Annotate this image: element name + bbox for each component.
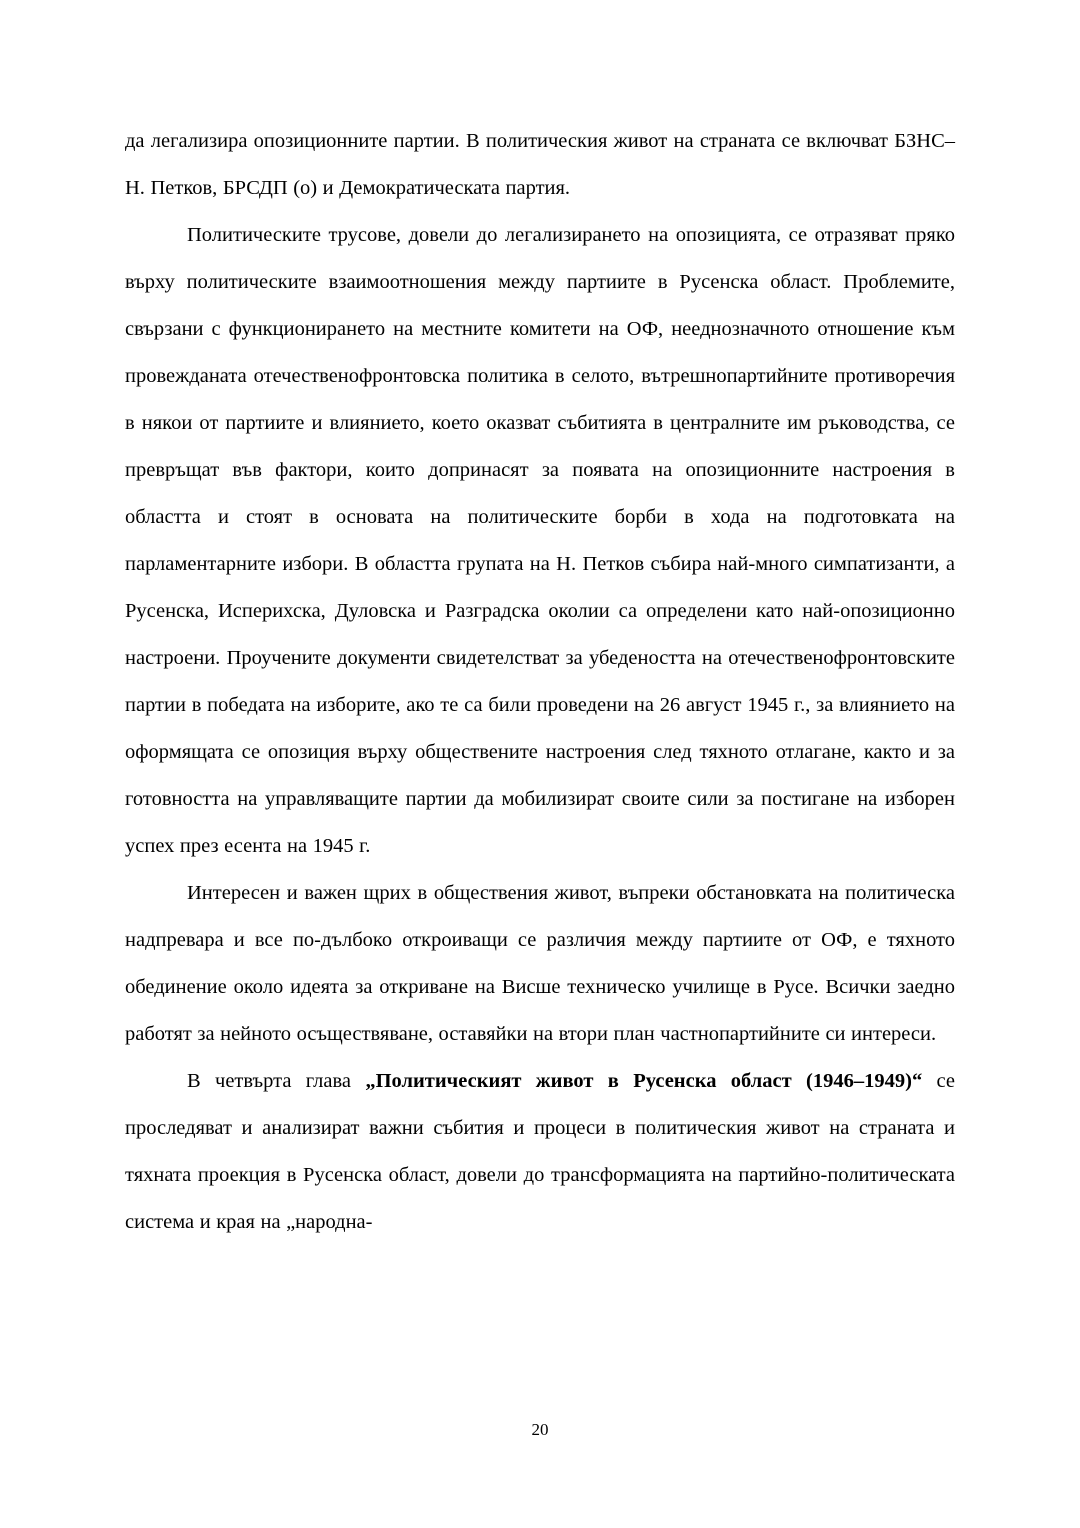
paragraph-4-text-tail: се проследяват и анализират важни събития и процеси в политическия живот на страната и тяхната проекция в Русенска област, довели до трансформацията на партийно-политическата система и края на „народна-: [125, 1070, 955, 1233]
chapter-title-bold: „Политическият живот в Русенска област (1946–1949)“: [365, 1070, 923, 1092]
paragraph-2-text: Политическите трусове, довели до легализирането на опозицията, се отразяват пряко върху политическите взаимоотношения между партиите в Русенска област. Проблемите, свързани с функционирането на местните комитети на ОФ, нееднозначното отношение към провежданата отечественофронтовска политика в селото, вътрешнопартийните противоречия в някои от партиите и влиянието, което оказват събитията в централните им ръководства, се превръщат във фактори, които допринасят за появата на опозиционните настроения в областта и стоят в основата на политическите борби в хода на подготовката на парламентарните избори. В областта групата на Н. Петков събира най-много симпатизанти, а Русенска, Исперихска, Дуловска и Разградска околии са определени като най-опозиционно настроени. Проучените документи свидетелстват за убедеността на отечественофронтовските партии в победата на изборите, ако те са били проведени на 26 август 1945 г., за влиянието на оформящата се опозиция върху обществените настроения след тяхното отлагане, както и за готовността на управляващите партии да мобилизират своите сили за постигане на изборен успех през есента на 1945 г.: [125, 224, 955, 857]
page-number: 20: [531, 1420, 549, 1439]
paragraph-1: [125, 118, 955, 212]
paragraph-3: [125, 870, 955, 1058]
paragraph-2: [125, 212, 955, 870]
paragraph-4: [125, 1058, 955, 1246]
page-body: [125, 118, 955, 1246]
paragraph-4-text-lead: В четвърта глава: [187, 1070, 366, 1092]
paragraph-3-text: Интересен и важен щрих в обществения живот, въпреки обстановката на политическа надпревара и все по-дълбоко откроиващи се различия между партиите от ОФ, е тяхното обединение около идеята за откриване на Висше техническо училище в Русе. Всички заедно работят за нейното осъществяване, оставяйки на втори план частнопартийните си интереси.: [125, 882, 955, 1045]
paragraph-1-text: да легализира опозиционните партии. В политическия живот на страната се включват БЗНС–Н. Петков, БРСДП (о) и Демократическата партия.: [125, 130, 955, 199]
